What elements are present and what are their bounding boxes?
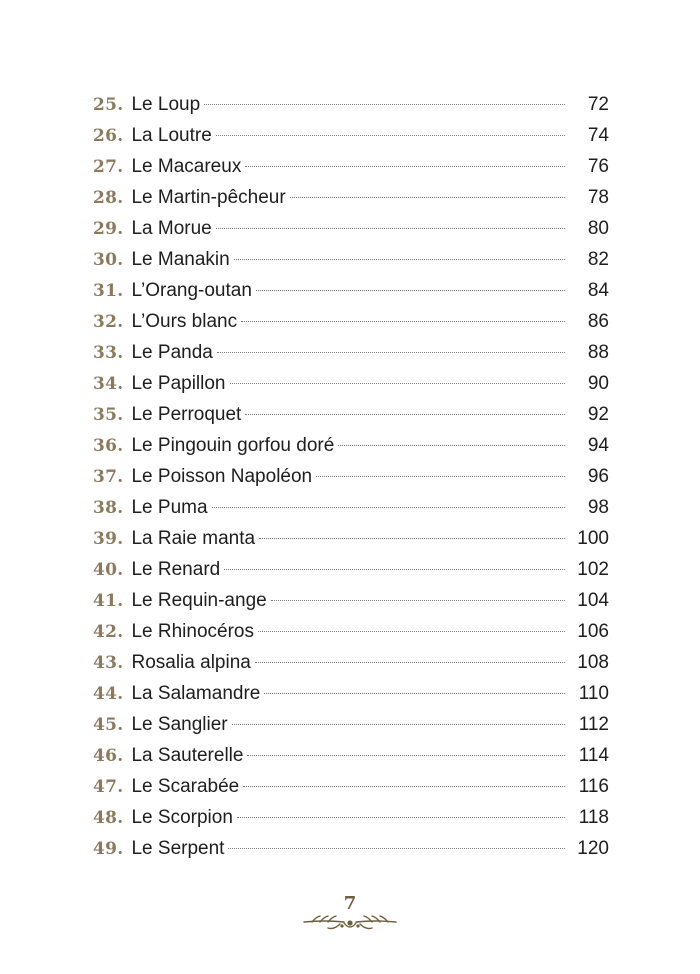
dot-leader	[241, 321, 565, 322]
toc-entry-page: 110	[578, 683, 609, 704]
toc-entry-page: 84	[587, 280, 609, 301]
toc-entry-number: 47.	[93, 777, 124, 797]
toc-entry-page: 94	[587, 435, 609, 456]
toc-entry-page: 90	[587, 373, 609, 394]
toc-entry-title: Le Scarabée	[131, 776, 240, 797]
toc-entry[interactable]	[93, 616, 609, 647]
toc-entry[interactable]	[93, 213, 609, 244]
dot-leader	[224, 569, 565, 570]
toc-entry-title: Le Perroquet	[131, 404, 242, 425]
toc-entry[interactable]	[93, 461, 609, 492]
dot-leader	[230, 383, 565, 384]
toc-entry-title: Le Scorpion	[131, 807, 233, 828]
toc-entry[interactable]	[93, 306, 609, 337]
toc-entry-number: 30.	[93, 250, 124, 270]
toc-entry[interactable]	[93, 337, 609, 368]
page-number: 7	[343, 893, 357, 914]
toc-entry-page: 108	[577, 652, 609, 673]
toc-entry-number: 29.	[93, 219, 124, 239]
toc-entry-number: 25.	[93, 95, 124, 115]
toc-entry-title: La Loutre	[131, 125, 212, 146]
toc-entry[interactable]	[93, 678, 609, 709]
toc-entry-title: L’Orang-outan	[131, 280, 252, 301]
dot-leader	[256, 290, 565, 291]
toc-entry-number: 42.	[93, 622, 124, 642]
toc-entry-title: Le Rhinocéros	[131, 621, 255, 642]
toc-entry-title: Le Manakin	[131, 249, 230, 270]
toc-entry-page: 96	[587, 466, 609, 487]
toc-entry-title: Le Papillon	[131, 373, 226, 394]
toc-entry-title: Le Pingouin gorfou doré	[131, 435, 335, 456]
toc-entry-number: 44.	[93, 684, 124, 704]
dot-leader	[290, 197, 565, 198]
dot-leader	[212, 507, 565, 508]
dot-leader	[204, 104, 565, 105]
toc-entry-page: 80	[587, 218, 609, 239]
toc-entry[interactable]	[93, 182, 609, 213]
toc-entry-title: L’Ours blanc	[131, 311, 238, 332]
toc-entry-title: Le Poisson Napoléon	[131, 466, 313, 487]
toc-entry-number: 26.	[93, 126, 124, 146]
toc-entry-page: 120	[577, 838, 609, 859]
toc-entry-page: 86	[587, 311, 609, 332]
toc-entry[interactable]	[93, 430, 609, 461]
toc-entry[interactable]	[93, 554, 609, 585]
toc-entry-title: Rosalia alpina	[131, 652, 251, 673]
toc-entry-number: 31.	[93, 281, 124, 301]
toc-entry-title: Le Renard	[131, 559, 221, 580]
toc-entry[interactable]	[93, 585, 609, 616]
dot-leader	[245, 166, 565, 167]
toc-entry[interactable]	[93, 833, 609, 864]
toc-entry-number: 33.	[93, 343, 124, 363]
toc-entry-title: La Salamandre	[131, 683, 261, 704]
toc-entry-page: 104	[577, 590, 609, 611]
toc-entry[interactable]	[93, 244, 609, 275]
toc-entry-page: 114	[578, 745, 609, 766]
table-of-contents	[93, 89, 609, 864]
dot-leader	[234, 259, 565, 260]
toc-entry-number: 39.	[93, 529, 124, 549]
dot-leader	[255, 662, 565, 663]
toc-entry-number: 35.	[93, 405, 124, 425]
dot-leader	[228, 848, 565, 849]
toc-entry-title: La Sauterelle	[131, 745, 244, 766]
toc-entry-title: Le Serpent	[131, 838, 225, 859]
flourish-ornament-icon	[300, 911, 400, 933]
dot-leader	[232, 724, 565, 725]
toc-entry-page: 82	[587, 249, 609, 270]
dot-leader	[216, 228, 565, 229]
page-footer	[0, 893, 700, 943]
toc-entry-page: 118	[578, 807, 609, 828]
toc-entry-title: Le Panda	[131, 342, 213, 363]
toc-entry-number: 40.	[93, 560, 124, 580]
toc-entry-number: 34.	[93, 374, 124, 394]
toc-entry-number: 49.	[93, 839, 124, 859]
toc-entry-number: 28.	[93, 188, 124, 208]
toc-entry[interactable]	[93, 740, 609, 771]
toc-entry-number: 27.	[93, 157, 124, 177]
toc-entry-title: Le Puma	[131, 497, 208, 518]
toc-entry-number: 37.	[93, 467, 124, 487]
toc-entry-page: 116	[578, 776, 609, 797]
toc-entry-page: 106	[577, 621, 609, 642]
toc-entry[interactable]	[93, 151, 609, 182]
toc-entry[interactable]	[93, 89, 609, 120]
dot-leader	[237, 817, 565, 818]
dot-leader	[243, 786, 565, 787]
toc-entry[interactable]	[93, 399, 609, 430]
toc-entry-page: 74	[587, 125, 609, 146]
toc-entry[interactable]	[93, 771, 609, 802]
toc-entry-page: 102	[577, 559, 609, 580]
toc-entry-title: Le Loup	[131, 94, 201, 115]
dot-leader	[259, 538, 565, 539]
toc-entry-number: 43.	[93, 653, 124, 673]
dot-leader	[338, 445, 565, 446]
toc-entry[interactable]	[93, 647, 609, 678]
toc-entry[interactable]	[93, 275, 609, 306]
toc-entry-number: 48.	[93, 808, 124, 828]
toc-entry-number: 41.	[93, 591, 124, 611]
dot-leader	[316, 476, 565, 477]
toc-entry-number: 36.	[93, 436, 124, 456]
toc-entry-page: 92	[587, 404, 609, 425]
toc-entry-page: 112	[578, 714, 609, 735]
toc-entry[interactable]	[93, 523, 609, 554]
toc-entry-page: 98	[587, 497, 609, 518]
dot-leader	[271, 600, 565, 601]
toc-entry-page: 88	[587, 342, 609, 363]
toc-entry-title: La Raie manta	[131, 528, 256, 549]
toc-entry[interactable]	[93, 120, 609, 151]
toc-entry-number: 38.	[93, 498, 124, 518]
toc-entry-page: 72	[587, 94, 609, 115]
toc-entry-title: Le Macareux	[131, 156, 242, 177]
toc-entry-number: 32.	[93, 312, 124, 332]
toc-entry-number: 46.	[93, 746, 124, 766]
dot-leader	[247, 755, 565, 756]
toc-entry-title: Le Martin-pêcheur	[131, 187, 286, 208]
toc-entry-title: Le Sanglier	[131, 714, 228, 735]
toc-entry-title: Le Requin-ange	[131, 590, 267, 611]
toc-entry[interactable]	[93, 492, 609, 523]
dot-leader	[258, 631, 565, 632]
toc-entry-title: La Morue	[131, 218, 212, 239]
toc-entry[interactable]	[93, 802, 609, 833]
toc-entry[interactable]	[93, 368, 609, 399]
dot-leader	[264, 693, 565, 694]
dot-leader	[216, 135, 565, 136]
toc-entry-page: 76	[587, 156, 609, 177]
toc-entry-number: 45.	[93, 715, 124, 735]
dot-leader	[217, 352, 565, 353]
toc-entry-page: 100	[577, 528, 609, 549]
toc-entry-page: 78	[587, 187, 609, 208]
dot-leader	[245, 414, 565, 415]
toc-entry[interactable]	[93, 709, 609, 740]
